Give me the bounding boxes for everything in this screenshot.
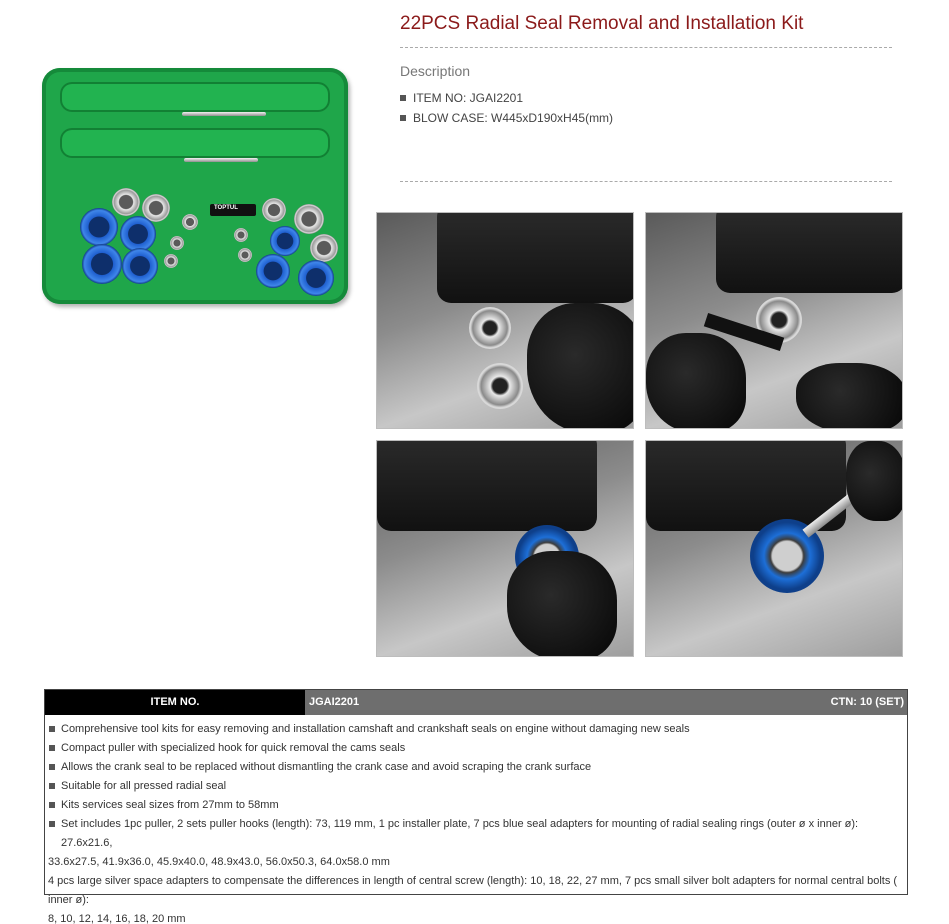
ctn-count: CTN: 10 (SET)	[830, 696, 904, 708]
silver-bolt-adapter	[238, 248, 252, 262]
bullet-square-icon	[49, 726, 55, 732]
engine-cover	[377, 440, 597, 531]
spec-list	[400, 91, 613, 131]
gloved-hand	[796, 363, 903, 429]
item-code: JGAI2201	[305, 690, 907, 715]
engine-cover	[437, 212, 634, 303]
silver-bolt-adapter	[234, 228, 248, 242]
blue-adapter	[120, 216, 156, 252]
feature-item	[48, 720, 904, 739]
spec-text: BLOW CASE: W445xD190xH45(mm)	[413, 111, 614, 125]
blue-adapter	[122, 248, 158, 284]
feature-item	[48, 815, 904, 853]
bullet-square-icon	[400, 95, 406, 101]
blue-adapter	[270, 226, 300, 256]
gloved-hand	[527, 303, 634, 429]
feature-list	[48, 720, 904, 924]
feature-item	[48, 739, 904, 758]
blue-adapter	[82, 244, 122, 284]
silver-bolt-adapter	[182, 214, 198, 230]
feature-item	[48, 796, 904, 815]
feature-continuation: 4 pcs large silver space adapters to compensate the differences in length of central screw (length): 10, 18, 22, 27 mm, 7 pcs small silver bolt adapters for normal central bolts ( inner ø):	[48, 875, 898, 906]
bullet-square-icon	[49, 802, 55, 808]
spec-item-number	[400, 91, 613, 111]
case-slot	[60, 128, 330, 158]
silver-adapter	[310, 234, 338, 262]
puller-tool	[210, 204, 256, 216]
feature-continuation: 8, 10, 12, 14, 16, 18, 20 mm	[48, 913, 186, 924]
blue-adapter	[298, 260, 334, 296]
bullet-square-icon	[49, 745, 55, 751]
bullet-square-icon	[49, 821, 55, 827]
usage-photo-2[interactable]	[645, 212, 903, 429]
spec-item-case	[400, 111, 613, 131]
green-blow-case	[42, 68, 348, 304]
page-title: 22PCS Radial Seal Removal and Installation Kit	[400, 13, 804, 34]
silver-adapter	[294, 204, 324, 234]
bullet-square-icon	[49, 764, 55, 770]
feature-item	[48, 758, 904, 777]
feature-text: Set includes 1pc puller, 2 sets puller hooks (length): 73, 119 mm, 1 pc installer plate, 7 pcs blue seal adapters for mounting of radial sealing rings (outer ø x inner ø): 27.6x21.6,	[61, 818, 859, 849]
cam-seal	[469, 307, 511, 349]
feature-item	[48, 777, 904, 796]
item-no-header: ITEM NO.	[45, 690, 305, 715]
description-label: Description	[400, 63, 471, 79]
usage-photo-3[interactable]	[376, 440, 634, 657]
silver-adapter	[262, 198, 286, 222]
blue-adapter	[256, 254, 290, 288]
bullet-square-icon	[49, 783, 55, 789]
feature-text: Kits services seal sizes from 27mm to 58mm	[61, 799, 279, 811]
feature-text: Suitable for all pressed radial seal	[61, 780, 227, 792]
puller-hook-short	[184, 158, 258, 162]
feature-text: Compact puller with specialized hook for quick removal the cams seals	[61, 742, 406, 754]
gloved-hand	[507, 551, 617, 657]
gloved-hand	[846, 441, 903, 521]
feature-continuation: 33.6x27.5, 41.9x36.0, 45.9x40.0, 48.9x43.0, 56.0x50.3, 64.0x58.0 mm	[48, 856, 390, 868]
engine-port	[477, 363, 523, 409]
product-image-kit-case	[38, 62, 354, 308]
spec-text: ITEM NO: JGAI2201	[413, 91, 524, 105]
case-slot	[60, 82, 330, 112]
feature-text: Comprehensive tool kits for easy removing and installation camshaft and crankshaft seals on engine without damaging new seals	[61, 723, 690, 735]
usage-photo-1[interactable]	[376, 212, 634, 429]
engine-cover	[716, 212, 903, 293]
toptul-logo: TOPTUL	[214, 205, 238, 211]
silver-bolt-adapter	[164, 254, 178, 268]
puller-hook-long	[182, 112, 266, 116]
gloved-hand	[646, 333, 746, 429]
engine-cover	[646, 440, 846, 531]
spec-table	[44, 689, 908, 924]
blue-adapter	[80, 208, 118, 246]
silver-adapter	[112, 188, 140, 216]
table-header	[45, 690, 907, 715]
divider	[400, 181, 892, 182]
bullet-square-icon	[400, 115, 406, 121]
divider	[400, 47, 892, 48]
feature-text: Allows the crank seal to be replaced without dismantling the crank case and avoid scraping the crank surface	[61, 761, 592, 773]
silver-bolt-adapter	[170, 236, 184, 250]
usage-photo-4[interactable]	[645, 440, 903, 657]
